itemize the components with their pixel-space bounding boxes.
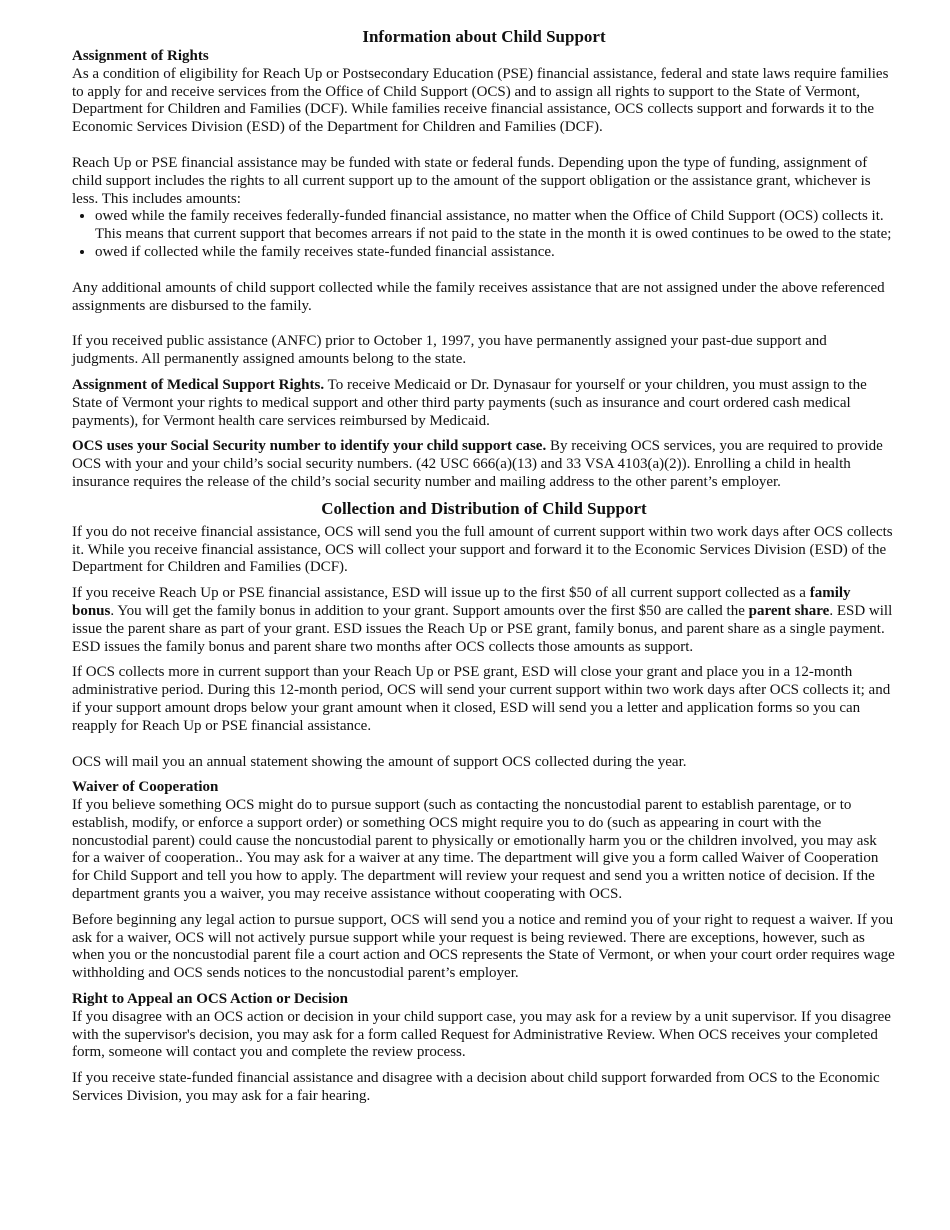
heading-assignment-of-rights: Assignment of Rights <box>72 48 209 64</box>
paragraph-appeal-review: If you disagree with an OCS action or decision in your child support case, you may ask for a review by a unit supervisor. If you disagree with the supervisor's decision, you may ask for a form called Request for Administrative Review. When OCS receives your completed form, someone will contact you and complete the review process. <box>72 1008 891 1061</box>
paragraph-family-bonus <box>72 585 896 656</box>
ssn-text: By receiving OCS services, you are required to provide OCS with your and your child’s social security numbers. (42 USC 666(a)(13) and 33 VSA 4103(a)(2)). Enrolling a child in health insurance requires the release of the child’s social security number and mailing address to the other parent’s employer. <box>72 438 883 490</box>
paragraph-administrative-period: If OCS collects more in current support than your Reach Up or PSE grant, ESD will close your grant and place you in a 12-month administrative period. During this 12-month period, OCS will send your current support within two work days after OCS collects it; and if your support amount drops below your grant amount when it closed, ESD will send you a letter and application forms so you can reapply for Reach Up or PSE financial assistance. <box>72 664 891 734</box>
bullet-list-amounts <box>72 208 896 261</box>
bullet-federal-funded: • owed while the family receives federally-funded financial assistance, no matter when the Office of Child Support (OCS) collects it. This means that current support that becomes arrears if not paid to the state in the month it is owed continues to be owed to the state; <box>95 208 896 244</box>
medical-support-text: To receive Medicaid or Dr. Dynasaur for yourself or your children, you must assign to the State of Vermont your rights to medical support and other third party payments (such as insurance and court ordered cash medical payments), for Vermont health care services reimbursed by Medicaid. <box>72 376 867 429</box>
bullet-state-funded: • owed if collected while the family receives state-funded financial assistance. <box>95 244 896 262</box>
paragraph-ssn <box>72 438 896 491</box>
paragraph-assignment-eligibility: As a condition of eligibility for Reach Up or Postsecondary Education (PSE) financial assistance, federal and state laws require families to apply for and receive services from the Office of Child Support (OCS) and to assign all rights to support to the State of Vermont, Department for Children and Families (DCF). While families receive financial assistance, OCS collects support and forwards it to the Economic Services Division (ESD) of the Department for Children and Families (DCF). <box>72 65 889 136</box>
heading-collection-distribution: Collection and Distribution of Child Support <box>321 498 647 518</box>
parent-share-term: parent share <box>748 602 830 619</box>
heading-right-to-appeal: Right to Appeal an OCS Action or Decision <box>72 991 348 1008</box>
paragraph-annual-statement: OCS will mail you an annual statement showing the amount of support OCS collected during the year. <box>72 753 687 770</box>
paragraph-waiver: If you believe something OCS might do to pursue support (such as contacting the noncustodial parent to establish parentage, or to establish, modify, or enforce a support order) or something OCS might require you to do (such as appearing in court with the noncustodial parent) could cause the noncustodial parent to physically or emotionally harm you or the children involved, you may ask for a waiver of cooperation.. You may ask for a waiver at any time. The department will give you a form called Waiver of Cooperation for Child Support and tell you how to apply. The department will review your request and send you a written notice of decision. If the department grants you a waiver, you may receive assistance without cooperating with OCS. <box>72 797 879 903</box>
paragraph-waiver-legal-action: Before beginning any legal action to pursue support, OCS will send you a notice and remind you of your right to request a waiver. If you ask for a waiver, OCS will not actively pursue support while your request is being reviewed. There are exceptions, however, such as when you or the noncustodial parent file a court action and OCS represents the State of Vermont, or when your court order requires wage withholding and OCS sends notices to the noncustodial parent’s employer. <box>72 911 895 982</box>
ssn-lead: OCS uses your Social Security number to identify your child support case. <box>72 438 547 455</box>
family-bonus-text-a: If you receive Reach Up or PSE financial assistance, ESD will issue up to the first $50 of all current support collected as a <box>72 585 810 602</box>
paragraph-anfc: If you received public assistance (ANFC) prior to October 1, 1997, you have permanently assigned your past-due support and judgments. All permanently assigned amounts belong to the state. <box>72 333 827 368</box>
heading-waiver: Waiver of Cooperation <box>72 779 219 796</box>
paragraph-medical-support <box>72 377 896 430</box>
paragraph-fair-hearing: If you receive state-funded financial assistance and disagree with a decision about child support forwarded from OCS to the Economic Services Division, you may ask for a fair hearing. <box>72 1070 880 1105</box>
medical-support-lead: Assignment of Medical Support Rights. <box>72 376 325 393</box>
document-title: Information about Child Support <box>362 27 606 46</box>
paragraph-funding: Reach Up or PSE financial assistance may be funded with state or federal funds. Depending upon the type of funding, assignment of child support includes the rights to all current support up to the amount of the support obligation or the assistance grant, whichever is less. This includes amounts: <box>72 154 871 207</box>
paragraph-additional-amounts: Any additional amounts of child support collected while the family receives assistance that are not assigned under the above referenced assignments are disbursed to the family. <box>72 279 885 314</box>
paragraph-no-assistance: If you do not receive financial assistance, OCS will send you the full amount of current support within two work days after OCS collects it. While you receive financial assistance, OCS will collect your support and forward it to the Economic Services Division (ESD) of the Department for Children and Families (DCF). <box>72 523 893 576</box>
family-bonus-term: family bonus <box>72 585 851 619</box>
family-bonus-text-c: . ESD will issue the parent share as part of your grant. ESD issues the Reach Up or PSE grant, family bonus, and parent share as a single payment. ESD issues the family bonus and parent share two months after OCS collects those amounts as support. <box>72 602 893 655</box>
document-page <box>72 26 896 1106</box>
family-bonus-text-b: . You will get the family bonus in addition to your grant. Support amounts over the first $50 are called the <box>110 602 749 619</box>
